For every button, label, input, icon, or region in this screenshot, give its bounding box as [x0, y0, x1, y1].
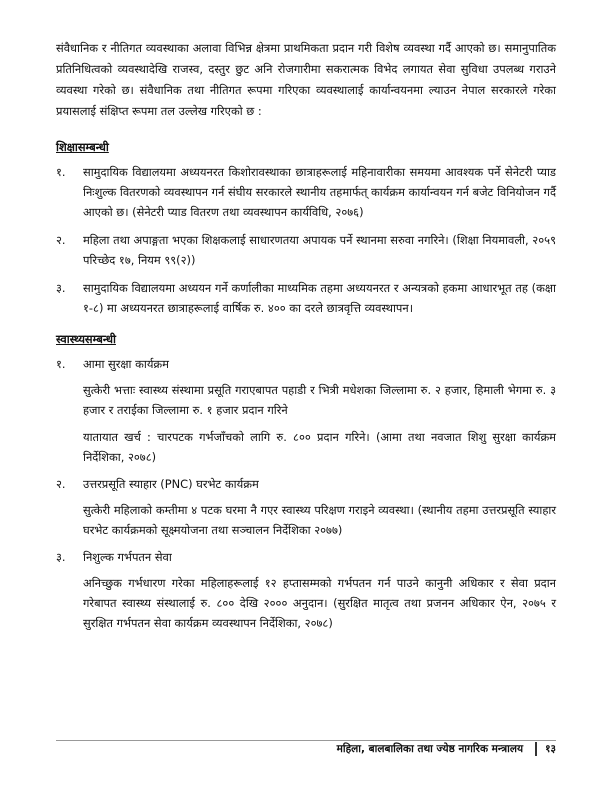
item-paragraph: अनिच्छुक गर्भधारण गरेका महिलाहरूलाई १२ हप्तासम्मको गर्भपतन गर्न पाउने कानुनी अधिकार र सेवा प्रदान गरेबापत स्वास्थ्य संस्थालाई रु. ८०० देखि २००० अनुदान। (सुरक्षित मातृत्व तथा प्रजनन अधिकार ऐन, २०७५ र सुरक्षित गर्भपतन सेवा कार्यक्रम व्यवस्थापन निर्देशिका, २०७८) [83, 576, 556, 630]
list-item [56, 278, 556, 318]
item-paragraph: यातायात खर्च : चारपटक गर्भजाँचको लागि रु. ८०० प्रदान गरिने। (आमा तथा नवजात शिशु सुरक्षा कार्यक्रम निर्देशिका, २०७८) [83, 430, 556, 464]
item-title: उत्तरप्रसूति स्याहार (PNC) घरभेट कार्यक्रम [83, 477, 259, 491]
item-paragraph: सुत्केरी भत्ताः स्वास्थ्य संस्थामा प्रसूति गराएबापत पहाडी र भित्री मधेशका जिल्लामा रु. २ हजार, हिमाली भेगमा रु. ३ हजार र तराईका जिल्लामा रु. १ हजार प्रदान गरिने [83, 383, 556, 417]
item-number: २. [56, 477, 66, 491]
page-number: १३ [535, 742, 556, 756]
item-number: २. [56, 233, 66, 247]
page-content [56, 38, 556, 640]
health-section [56, 330, 556, 633]
list-item [56, 354, 556, 374]
health-heading: स्वास्थ्यसम्बन्धी [56, 332, 116, 346]
item-title: आमा सुरक्षा कार्यक्रम [83, 357, 169, 371]
footer-divider [56, 740, 556, 741]
education-heading: शिक्षासम्बन्धी [56, 140, 109, 154]
item-number: १. [56, 357, 66, 371]
page-footer [337, 742, 556, 756]
education-section [56, 138, 556, 318]
intro-paragraph: संवैधानिक र नीतिगत व्यवस्थाका अलावा विभिन्न क्षेत्रमा प्राथमिकता प्रदान गरी विशेष व्यवस्था गर्दै आएको छ। समानुपातिक प्रतिनिधित्वको व्यवस्थादेखि राजस्व, दस्तुर छुट अनि रोजगारीमा सकरात्मक विभेद लगायत सेवा सुविधा उपलब्ध गराउने व्यवस्था गरेको छ। संवैधानिक तथा नीतिगत रूपमा गरिएका व्यवस्थालाई कार्यान्वयनमा ल्याउन नेपाल सरकारले गरेका प्रयासलाई संक्षिप्त रूपमा तल उल्लेख गरिएको छ : [56, 41, 557, 118]
item-number: ३. [56, 550, 66, 564]
list-item [56, 474, 556, 494]
item-text: महिला तथा अपाङ्गता भएका शिक्षकलाई साधारणतया अपायक पर्ने स्थानमा सरुवा नगरिने। (शिक्षा नियमावली, २०५९ परिच्छेद १७, नियम ९९(२)) [83, 233, 556, 267]
item-paragraph: सुत्केरी महिलाको कम्तीमा ४ पटक घरमा नै गएर स्वास्थ्य परिक्षण गराइने व्यवस्था। (स्थानीय तहमा उत्तरप्रसूति स्याहार घरभेट कार्यक्रमको सूक्ष्मयोजना तथा सञ्चालन निर्देशिका २०७७) [83, 503, 556, 537]
item-title: निशुल्क गर्भपतन सेवा [83, 550, 172, 564]
list-item [56, 547, 556, 567]
list-item [56, 162, 556, 222]
item-text: सामुदायिक विद्यालयमा अध्ययनरत किशोरावस्थाका छात्राहरूलाई महिनावारीका समयमा आवश्यक पर्ने सेनेटरी प्याड निःशुल्क वितरणको व्यवस्थापन गर्न संघीय सरकारले स्थानीय तहमार्फत् कार्यक्रम कार्यान्वयन गर्न बजेट विनियोजन गर्दै आएको छ। (सेनेटरी प्याड वितरण तथा व्यवस्थापन कार्यविधि, २०७६) [83, 165, 556, 219]
item-number: १. [56, 165, 66, 179]
item-text: सामुदायिक विद्यालयमा अध्ययन गर्ने कर्णालीका माध्यमिक तहमा अध्ययनरत र अन्यत्रको हकमा आधारभूत तह (कक्षा १-८) मा अध्ययनरत छात्राहरूलाई वार्षिक रु. ४०० का दरले छात्रवृत्ति व्यवस्थापन। [83, 281, 556, 315]
footer-ministry: महिला, बालबालिका तथा ज्येष्ठ नागरिक मन्त्रालय [336, 743, 524, 755]
item-number: ३. [56, 281, 66, 295]
list-item [56, 230, 556, 270]
